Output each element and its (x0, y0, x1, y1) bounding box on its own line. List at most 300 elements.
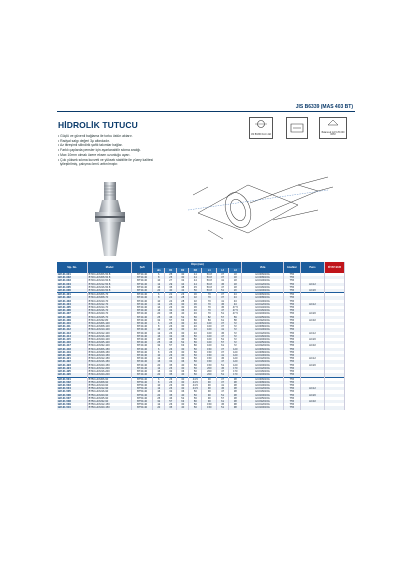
table-cell: T55 (283, 283, 300, 286)
balance-icon: Balanced G2.5 25.000 RPM (319, 117, 347, 139)
table-cell: BT40-40 (132, 309, 153, 312)
header-shank: Şaft (132, 262, 153, 273)
table-cell: BT40-HCM12-150 (88, 357, 132, 360)
table-cell: T55 (283, 325, 300, 328)
table-cell: 37 (217, 377, 229, 381)
table-cell: 20 (153, 394, 165, 397)
table-cell: 122-01-410 (57, 322, 88, 325)
table-cell: 51 (217, 338, 229, 341)
table-cell: 12 (153, 367, 165, 370)
table-cell: HC008016G (242, 381, 283, 384)
table-cell: HC012016G (242, 357, 283, 360)
table-cell: 122-01-005 (57, 286, 88, 289)
table-cell: 30 (177, 367, 189, 370)
table-cell: 122-01-401 (57, 293, 88, 297)
table-cell: T55 (283, 403, 300, 406)
table-cell: 30 (177, 351, 189, 354)
table-cell: 122-01-421 (57, 357, 88, 360)
table-cell: HC012016G (242, 332, 283, 335)
table-cell: 16 (153, 309, 165, 312)
table-cell: BT50-40 (132, 381, 153, 384)
table-cell: 18 (229, 283, 242, 286)
standard-label: JIS B6339 (MAS 403 BT) (295, 104, 353, 110)
table-cell: 8 (153, 381, 165, 384)
table-cell: 36 (177, 360, 189, 363)
table-cell: 122-01-504 (57, 387, 88, 390)
table-cell: 6 (153, 377, 165, 381)
table-cell: 120 (229, 360, 242, 363)
table-cell: 30 (177, 303, 189, 306)
table-cell: 50.8 (202, 273, 217, 276)
table-cell: 80 (189, 344, 202, 347)
table-cell: BT50-40 (132, 384, 153, 387)
table-cell: 45 (217, 357, 229, 360)
table-cell: 46 (189, 312, 202, 315)
table-cell: 40 (189, 309, 202, 312)
table-cell: 50 (189, 351, 202, 354)
table-cell: 43 (229, 303, 242, 306)
table-cell: 38 (229, 387, 242, 390)
table-cell: 82 (202, 316, 217, 319)
table-cell: 43 (229, 293, 242, 297)
table-cell: HC010016G (242, 300, 283, 303)
table-cell: BT50-40 (132, 387, 153, 390)
table-cell: T55 (283, 364, 300, 367)
table-cell: 38 (177, 286, 189, 289)
table-cell: 56 (189, 316, 202, 319)
table-cell: 30 (177, 325, 189, 328)
table-cell: 16 (153, 370, 165, 373)
table-cell: 45 (217, 367, 229, 370)
table-cell: T55 (283, 328, 300, 331)
table-cell: 16 (153, 335, 165, 338)
table-cell: 30 (177, 332, 189, 335)
table-cell: 150 (202, 360, 217, 363)
table-cell: 122-01-416 (57, 341, 88, 344)
table-cell: 44 (189, 283, 202, 286)
table-cell (300, 406, 324, 409)
table-cell: BT50-HCM08-90 (88, 381, 132, 384)
table-cell: BT40-HCM06-100 (88, 322, 132, 325)
table-cell: HC020016G (242, 338, 283, 341)
table-cell: 40 (189, 332, 202, 335)
table-cell: 45 (217, 332, 229, 335)
table-cell: 122-01-409 (57, 319, 88, 322)
table-cell: 120 (229, 357, 242, 360)
table-cell: 122-01-507 (57, 397, 88, 400)
table-cell: T55 (283, 370, 300, 373)
table-cell: 47 (217, 309, 229, 312)
table-cell: 80 (189, 400, 202, 403)
table-cell: 36 (189, 306, 202, 309)
table-cell: 50 (189, 354, 202, 357)
table-cell: BT40-40 (132, 319, 153, 322)
table-cell: 122-01-411 (57, 325, 88, 328)
table-cell: HC020016G (242, 289, 283, 293)
table-cell: 122-01-415 (57, 338, 88, 341)
table-cell: 51 (217, 373, 229, 377)
table-cell: BT40-40 (132, 306, 153, 309)
table-cell: 26 (165, 354, 177, 357)
table-cell: 30 (177, 403, 189, 406)
table-cell: 52 (177, 397, 189, 400)
table-cell: 50 (189, 373, 202, 377)
table-cell: 30 (177, 384, 189, 387)
table-cell: T55 (283, 300, 300, 303)
table-cell: 122-01-425 (57, 370, 88, 373)
table-cell: BT50-HCM16-90 (88, 390, 132, 393)
table-cell: BT40-40 (132, 341, 153, 344)
table-cell: 40 (177, 338, 189, 341)
table-cell: 36 (189, 303, 202, 306)
table-cell: HC016016G (242, 370, 283, 373)
table-cell: 20 (229, 289, 242, 293)
table-cell: 12 (153, 332, 165, 335)
table-cell: 83 (202, 319, 217, 322)
table-cell: 45 (217, 403, 229, 406)
table-cell: 100 (202, 325, 217, 328)
table-cell: T55 (283, 377, 300, 381)
table-cell: BT30-40 (132, 279, 153, 282)
header-model: Model (88, 262, 132, 273)
table-cell: 25 (153, 341, 165, 344)
table-cell: 57 (165, 400, 177, 403)
table-cell: HC016016G (242, 309, 283, 312)
table-cell: 50 (189, 370, 202, 373)
table-cell: 50 (189, 364, 202, 367)
table-cell: 44 (189, 276, 202, 279)
table-cell: BT40-HCM20-100 (88, 338, 132, 341)
table-cell: 16 (153, 286, 165, 289)
table-cell: 70 (202, 312, 217, 315)
table-cell: 22 (165, 293, 177, 297)
table-cell: 30 (177, 306, 189, 309)
table-cell: BT40-HCM10-150 (88, 354, 132, 357)
table-cell: 90 (202, 400, 217, 403)
table-cell: 30 (177, 348, 189, 351)
table-cell: 32 (189, 296, 202, 299)
table-cell: HC032016G (242, 344, 283, 347)
table-cell: 40 (177, 364, 189, 367)
table-cell: 37 (217, 296, 229, 299)
table-cell: 47.5 (229, 312, 242, 315)
table-cell: 44 (189, 279, 202, 282)
table-cell: 51 (217, 394, 229, 397)
table-cell: 122-01-413 (57, 332, 88, 335)
feature-item: • Radyal salgı değeri 3μ altındadır. (58, 138, 110, 143)
table-cell: T55 (283, 286, 300, 289)
coolant-icon (286, 117, 308, 139)
table-cell: T55 (283, 296, 300, 299)
table-cell: 47 (217, 360, 229, 363)
table-cell: 38 (229, 394, 242, 397)
table-cell: 70 (202, 300, 217, 303)
table-cell: T55 (283, 309, 300, 312)
table-cell: 56 (189, 341, 202, 344)
price-cell (324, 406, 344, 409)
table-cell: 50 (189, 403, 202, 406)
table-cell: 150 (202, 348, 217, 351)
table-cell: 36 (177, 370, 189, 373)
table-cell: BT40-HCM10-70 (88, 300, 132, 303)
table-cell: 200 (202, 370, 217, 373)
table-cell: 12 (153, 387, 165, 390)
table-cell: HC20 (300, 394, 324, 397)
table-cell: 32 (153, 319, 165, 322)
table-cell: BT40-40 (132, 296, 153, 299)
table-cell: 100 (202, 322, 217, 325)
table-cell: 10 (153, 384, 165, 387)
table-cell: 50 (189, 406, 202, 409)
table-cell: T55 (283, 338, 300, 341)
table-cell: 18 (229, 276, 242, 279)
table-cell: 6 (153, 273, 165, 276)
table-cell: 80 (189, 319, 202, 322)
table-cell: BT50-40 (132, 403, 153, 406)
table-cell: 58 (229, 319, 242, 322)
table-cell: HC008016G (242, 325, 283, 328)
table-cell: 40 (177, 373, 189, 377)
header-dim: D1 (165, 268, 177, 273)
table-cell: 45 (217, 387, 229, 390)
table-cell: HC010016G (242, 279, 283, 282)
table-cell: 122-01-003 (57, 279, 88, 282)
table-cell: 47 (217, 370, 229, 373)
table-cell: 26 (165, 367, 177, 370)
table-cell: 50.8 (202, 289, 217, 293)
table-cell: 50 (189, 335, 202, 338)
table-cell: 122-01-403 (57, 300, 88, 303)
table-cell: HC020016G (242, 373, 283, 377)
table-cell: 34 (177, 283, 189, 286)
table-cell: 32 (165, 309, 177, 312)
header-rule (57, 111, 355, 112)
table-cell: BT40-HCM12-200 (88, 367, 132, 370)
table-cell: T55 (283, 373, 300, 377)
table-cell: BT40-40 (132, 367, 153, 370)
table-cell: 122-01-505 (57, 390, 88, 393)
table-cell: 29 (165, 283, 177, 286)
table-cell: 120 (229, 351, 242, 354)
table-cell: 25 (165, 276, 177, 279)
table-cell: 27 (165, 279, 177, 282)
table-cell: 72 (229, 322, 242, 325)
table-cell: T55 (283, 332, 300, 335)
table-cell: 18 (229, 286, 242, 289)
table-cell: BT40-HCM10-100 (88, 328, 132, 331)
table-cell: HC008016G (242, 351, 283, 354)
table-cell: 25 (153, 316, 165, 319)
table-cell: 32 (165, 390, 177, 393)
table-cell: BT40-40 (132, 360, 153, 363)
table-cell: 37 (217, 293, 229, 297)
table-cell: BT30-HCM16-50.8 (88, 286, 132, 289)
header-price: FİYAT EUR (324, 262, 344, 273)
table-cell: 18 (229, 279, 242, 282)
spec-table (57, 262, 345, 410)
table-cell: 47.5 (229, 306, 242, 309)
table-cell: T55 (283, 289, 300, 293)
table-cell: 41 (217, 279, 229, 282)
table-cell: BT40-40 (132, 364, 153, 367)
table-cell: 100 (202, 344, 217, 347)
table-cell: BT30-HCM06-50.8 (88, 273, 132, 276)
table-row (57, 406, 345, 409)
table-cell: BT30-40 (132, 276, 153, 279)
table-cell: BT30-HCM08-50.8 (88, 276, 132, 279)
table-cell: BT40-40 (132, 335, 153, 338)
table-cell: 150 (202, 364, 217, 367)
table-cell: BT50-HCM12-150 (88, 403, 132, 406)
table-cell: T55 (283, 293, 300, 297)
table-cell: HC020016G (242, 394, 283, 397)
table-cell: 37 (217, 351, 229, 354)
table-cell: 30 (189, 293, 202, 297)
table-cell: T55 (283, 406, 300, 409)
table-cell: T55 (283, 322, 300, 325)
table-cell: 122-01-405 (57, 306, 88, 309)
table-cell: 25 (165, 273, 177, 276)
table-cell: 26 (165, 303, 177, 306)
table-cell: 90 (202, 381, 217, 384)
table-cell: BT40-HCM20-200 (88, 373, 132, 377)
feature-list (58, 134, 208, 167)
header-dim: dm (153, 268, 165, 273)
table-cell: 26 (177, 293, 189, 297)
table-cell: 72 (229, 328, 242, 331)
table-cell: BT50-40 (132, 400, 153, 403)
table-cell: T55 (283, 279, 300, 282)
table-cell: 63 (177, 319, 189, 322)
table-cell: 32 (153, 400, 165, 403)
table-cell: HC016016G (242, 286, 283, 289)
table-cell: 42 (177, 289, 189, 293)
table-cell: 30 (177, 387, 189, 390)
table-cell: HC008016G (242, 276, 283, 279)
table-cell: HC012016G (242, 283, 283, 286)
table-cell: 37 (217, 381, 229, 384)
table-cell: 150 (202, 351, 217, 354)
table-cell: 44.5 (189, 377, 202, 381)
table-cell: BT40-HCM08-150 (88, 351, 132, 354)
table-cell: 57 (217, 397, 229, 400)
table-cell: BT50-40 (132, 394, 153, 397)
table-cell: BT50-HCM10-90 (88, 384, 132, 387)
table-cell: T55 (283, 319, 300, 322)
table-cell: 40 (189, 325, 202, 328)
table-cell: T55 (283, 344, 300, 347)
table-cell: 26 (165, 306, 177, 309)
table-cell: HC012016G (242, 403, 283, 406)
table-cell: 122-01-406 (57, 309, 88, 312)
table-cell: 122-01-412 (57, 328, 88, 331)
table-cell: 37 (217, 273, 229, 276)
table-cell: BT40-40 (132, 338, 153, 341)
table-cell: 44.5 (189, 381, 202, 384)
table-cell: 18 (229, 273, 242, 276)
table-cell: 100 (202, 335, 217, 338)
table-cell: 8 (153, 351, 165, 354)
table-cell: 70 (202, 293, 217, 297)
table-cell: 72 (229, 344, 242, 347)
table-cell: HC008016G (242, 296, 283, 299)
table-cell: 122-01-419 (57, 351, 88, 354)
table-cell: 122-01-002 (57, 276, 88, 279)
table-cell: 20 (153, 338, 165, 341)
table-cell: 50 (189, 367, 202, 370)
table-cell: 28 (177, 296, 189, 299)
table-cell: HC20 (300, 364, 324, 367)
table-cell: 122-01-402 (57, 296, 88, 299)
table-cell: 50 (189, 360, 202, 363)
table-cell: 122-01-006 (57, 289, 88, 293)
table-cell: 100 (202, 332, 217, 335)
table-cell: 32 (165, 360, 177, 363)
table-cell: HC016016G (242, 390, 283, 393)
table-cell: HC20 (300, 289, 324, 293)
table-cell: BT40-40 (132, 344, 153, 347)
table-cell: 122-01-407 (57, 312, 88, 315)
table-cell: 100 (202, 338, 217, 341)
table-cell: BT30-HCM12-50.8 (88, 283, 132, 286)
table-cell: 12 (153, 403, 165, 406)
table-cell: HC20 (300, 312, 324, 315)
table-cell: 26 (165, 325, 177, 328)
table-cell: 61 (217, 319, 229, 322)
table-cell: 6 (153, 293, 165, 297)
table-cell: HC025016G (242, 316, 283, 319)
table-cell: 122-01-417 (57, 344, 88, 347)
table-cell: HC016016G (242, 360, 283, 363)
table-cell: 122-01-004 (57, 283, 88, 286)
table-cell: 35 (165, 312, 177, 315)
table-cell: 50.8 (202, 276, 217, 279)
table-cell: 120 (229, 364, 242, 367)
table-cell: BT50-HCM20-90 (88, 394, 132, 397)
table-cell: BT40-HCM25-70 (88, 316, 132, 319)
table-cell: 70 (202, 303, 217, 306)
table-cell: 26 (165, 351, 177, 354)
table-cell: BT40-HCM08-70 (88, 296, 132, 299)
table-cell: HC32 (300, 344, 324, 347)
table-cell: BT40-HCM16-150 (88, 360, 132, 363)
table-cell: 44.5 (189, 387, 202, 390)
table-cell: HC012016G (242, 367, 283, 370)
table-cell: BT50-HCM32-90 (88, 400, 132, 403)
table-cell: 32 (189, 300, 202, 303)
table-cell: HC006016G (242, 377, 283, 381)
table-cell: 36 (177, 335, 189, 338)
table-cell: 72 (229, 341, 242, 344)
table-cell: 30 (177, 273, 189, 276)
table-cell: 26 (165, 348, 177, 351)
table-cell: BT40-40 (132, 325, 153, 328)
hydraulic-holder-photo (80, 180, 140, 260)
header-dim: L1 (202, 268, 217, 273)
table-cell: 36 (177, 390, 189, 393)
table-cell: 200 (202, 373, 217, 377)
table-cell: 50.8 (202, 286, 217, 289)
feature-item: • Max 10mm olmak üzere eksen uzunluğu ayarı. (58, 152, 131, 157)
header-dim: L2 (217, 268, 229, 273)
table-cell: 122-01-420 (57, 354, 88, 357)
table-cell: 14 (153, 306, 165, 309)
table-cell: 45 (217, 303, 229, 306)
table-cell: 90 (202, 384, 217, 387)
table-cell: 50 (189, 390, 202, 393)
table-cell: HC025016G (242, 397, 283, 400)
table-cell: BT40-40 (132, 293, 153, 297)
